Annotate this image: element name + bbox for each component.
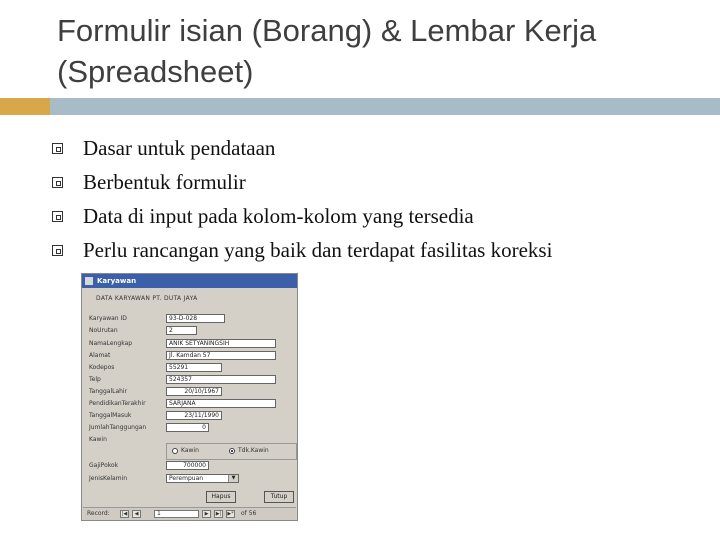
bullet-text: Dasar untuk pendataan	[83, 136, 276, 160]
previous-record-icon[interactable]: ◀	[132, 510, 141, 518]
record-navigation	[83, 507, 296, 520]
window-title: Karyawan	[97, 277, 137, 285]
square-bullet-icon	[52, 143, 63, 154]
bullet-item	[52, 165, 552, 199]
field-label: Kawin	[89, 436, 107, 443]
tutup-button[interactable]: Tutup	[264, 491, 294, 503]
record-number-field[interactable]: 1	[154, 510, 199, 518]
new-record-icon[interactable]: ▶*	[227, 511, 234, 517]
tanggal-lahir-field[interactable]: 20/10/1967	[166, 387, 222, 396]
accent-bar	[50, 98, 720, 115]
form-icon	[85, 277, 93, 285]
kawin-radio[interactable]	[172, 448, 178, 454]
field-label: TanggalMasuk	[89, 412, 132, 419]
alamat-field[interactable]: Jl. Kamdan 57	[166, 351, 276, 360]
bullet-item	[52, 131, 552, 165]
pendidikan-field[interactable]: SARJANA	[166, 399, 276, 408]
bullet-text: Perlu rancangan yang baik dan terdapat fasilitas koreksi	[83, 238, 553, 262]
square-bullet-icon	[52, 211, 63, 222]
window-titlebar	[82, 274, 297, 288]
karyawan-id-field[interactable]: 93-D-028	[166, 314, 225, 323]
first-record-icon[interactable]: |◀	[121, 511, 128, 517]
record-total: of 56	[241, 510, 257, 517]
field-label: NamaLengkap	[89, 340, 133, 347]
last-record-icon[interactable]: ▶|	[215, 511, 222, 517]
jenis-kelamin-value: Perempuan	[169, 475, 204, 482]
bullet-item	[52, 233, 552, 267]
field-label: JenisKelamin	[89, 475, 128, 482]
field-label: JumlahTanggungan	[89, 424, 147, 431]
field-label: PendidikanTerakhir	[89, 400, 146, 407]
tidak-kawin-radio[interactable]	[229, 448, 235, 454]
record-label: Record:	[87, 510, 110, 517]
telp-field[interactable]: 524357	[166, 375, 276, 384]
field-label: Karyawan ID	[89, 315, 127, 322]
field-label: NoUrutan	[89, 327, 118, 334]
jumlah-tanggungan-field[interactable]: 0	[166, 423, 209, 432]
gaji-pokok-field[interactable]: 700000	[166, 461, 209, 470]
next-record-icon[interactable]: ▶	[202, 510, 211, 518]
form-screenshot	[81, 273, 298, 521]
field-label: TanggalLahir	[89, 388, 128, 395]
kodepos-field[interactable]: 55291	[166, 363, 222, 372]
tidak-kawin-radio-label: Tdk.Kawin	[238, 447, 269, 454]
field-label: Kodepos	[89, 364, 115, 371]
tanggal-masuk-field[interactable]: 23/11/1990	[166, 411, 222, 420]
bullet-text: Berbentuk formulir	[83, 170, 246, 194]
kawin-radio-group	[166, 443, 297, 460]
field-label: GajiPokok	[89, 462, 119, 469]
no-urutan-field[interactable]: 2	[166, 326, 197, 335]
field-label: Alamat	[89, 352, 111, 359]
bullet-item	[52, 199, 552, 233]
form-heading: DATA KARYAWAN PT. DUTA JAYA	[96, 295, 198, 302]
field-label: Telp	[89, 376, 101, 383]
slide-title: Formulir isian (Borang) & Lembar Kerja (Spreadsheet)	[57, 13, 597, 89]
bullet-list	[52, 131, 552, 267]
jenis-kelamin-select[interactable]	[166, 474, 239, 483]
accent-block	[0, 98, 50, 115]
square-bullet-icon	[52, 245, 63, 256]
bullet-text: Data di input pada kolom-kolom yang tersedia	[83, 204, 474, 228]
nama-lengkap-field[interactable]: ANIK SETYANINGSIH	[166, 339, 276, 348]
hapus-button[interactable]: Hapus	[206, 491, 236, 503]
kawin-radio-label: Kawin	[181, 447, 199, 454]
chevron-down-icon[interactable]: ▼	[228, 475, 238, 482]
square-bullet-icon	[52, 177, 63, 188]
